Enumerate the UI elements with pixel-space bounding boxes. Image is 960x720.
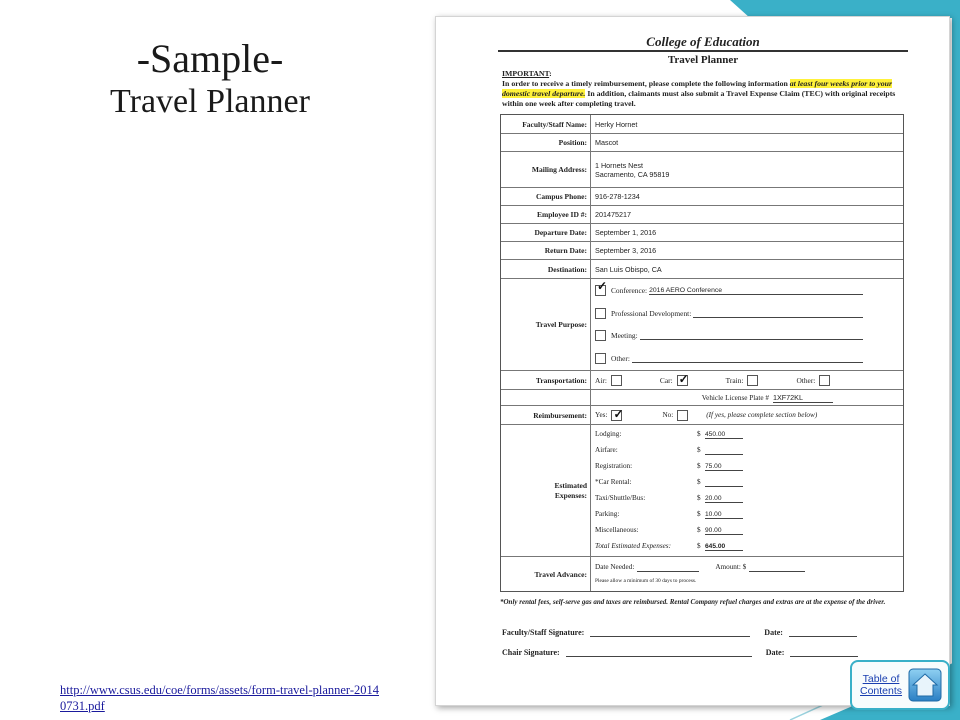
purpose-label: Meeting: [611,331,638,341]
expense-total-label: Total Estimated Expenses: [595,542,671,550]
field-value: September 3, 2016 [595,246,657,255]
chair-signature-line [502,647,906,657]
slide-title-line2: Travel Planner [110,83,310,120]
table-of-contents-button[interactable] [850,660,950,710]
transportation-choices [595,371,903,386]
expense-label: *Car Rental: [595,478,632,486]
expense-amount: 20.00 [705,494,743,503]
field-value: 916-278-1234 [595,192,640,201]
form-row-travel-purpose [501,279,903,371]
date-blank [789,627,857,637]
field-value: 201475217 [595,210,631,219]
expense-label: Registration: [595,462,633,470]
form-row [501,188,903,206]
slide-title [70,38,350,120]
field-label: Travel Advance: [501,557,591,591]
chair-signature-label: Chair Signature: [502,648,560,657]
field-label: Return Date: [501,242,591,259]
form-row [501,115,903,134]
purpose-professional-development [595,302,863,324]
field-label: Mailing Address: [501,152,591,187]
field-label: Destination: [501,260,591,278]
expense-row [595,443,743,459]
field-value: Herky Hornet [595,119,638,129]
currency-symbol: $ [697,430,701,438]
license-plate-value: 1XF72KL [773,393,833,403]
important-notice: IMPORTANT: In order to receive a timely reimbursement, please complete the following information at least four weeks prior to your domestic travel departure. In addition, claimants must also submit a Travel Expense Claim (TEC) with original receipts within one week after completing travel. [502,69,896,108]
currency-symbol: $ [697,510,701,518]
field-label: Transportation: [501,371,591,389]
expense-amount [705,446,743,455]
license-plate-label: Vehicle License Plate # [701,393,769,402]
chair-signature-blank [566,647,752,657]
field-label: Departure Date: [501,224,591,241]
field-label: Campus Phone: [501,188,591,205]
header-divider [498,50,908,52]
currency-symbol: $ [697,526,701,534]
checkbox-transport-other [819,375,830,386]
currency-symbol: $ [697,494,701,502]
expense-row [595,475,743,491]
field-label-empty [501,390,591,405]
license-plate [591,390,903,405]
faculty-signature-blank [590,627,750,637]
purpose-label: Other: [611,353,630,363]
form-row-expenses [501,425,903,557]
currency-symbol: $ [697,478,701,486]
expense-row [595,427,743,443]
expenses-label-line1: Estimated [554,480,587,490]
checkbox-professional-development [595,308,606,319]
form-table [500,114,904,592]
purpose-label: Conference: [611,286,648,296]
checkmark-icon: ✓ [597,279,608,294]
expense-label: Parking: [595,510,620,518]
advance-amount-line [749,563,805,572]
important-text-2: In addition, claimants must also submit a Travel Expense Claim (TEC) with original receipts within one week after completing travel. [502,89,896,108]
field-label [501,425,591,556]
advance-note: Please allow a minimum of 30 days to process. [595,577,697,584]
college-name: College of Education [646,34,760,49]
toc-label-line2: Contents [860,685,903,697]
purpose-conference [595,280,863,302]
expense-label: Miscellaneous: [595,526,639,534]
date-label: Date: [765,648,785,657]
expense-row [595,507,743,523]
toc-label [860,673,902,697]
field-label: Position: [501,134,591,151]
form-row-travel-advance [501,557,903,591]
transportation-options [591,371,903,389]
expense-amount: 450.00 [705,430,743,439]
form-row-reimbursement [501,406,903,425]
expense-label: Lodging: [595,430,622,438]
checkbox-car [677,371,689,386]
purpose-value [632,354,863,363]
form-row [501,206,903,224]
checkbox-train [747,375,758,386]
checkbox-air [611,375,622,386]
expense-amount: 90.00 [705,526,743,535]
date-needed-line [637,563,699,572]
travel-advance-line [595,563,903,572]
transport-other-label: Other: [796,375,816,385]
field-label: Travel Purpose: [501,279,591,370]
field-value: San Luis Obispo, CA [595,264,662,274]
date-blank [790,647,858,657]
purpose-value [693,309,863,318]
transport-other [796,375,830,386]
checkmark-icon: ✓ [678,371,689,386]
transport-train [726,375,759,386]
transport-car-label: Car: [659,375,673,385]
travel-planner-form-image [435,16,950,706]
field-value: September 1, 2016 [595,228,657,237]
transport-air [595,375,622,386]
expense-label: Airfare: [595,446,618,454]
field-label: Reimbursement: [501,406,591,424]
slide-title-line1: -Sample- [136,36,284,81]
expense-label: Taxi/Shuttle/Bus: [595,494,646,502]
reimbursement-options [591,406,903,424]
checkbox-reimburse-no [677,410,688,421]
expense-amount: 10.00 [705,510,743,519]
form-row-transportation [501,371,903,390]
transport-air-label: Air: [595,375,607,385]
expense-row [595,491,743,507]
reimburse-no-label: No: [662,411,674,419]
currency-symbol: $ [697,462,701,470]
expense-amount [705,478,743,487]
address-line-1: 1 Hornets Nest [595,160,643,170]
checkbox-conference [595,279,608,296]
important-highlight: at least four weeks prior to your domestic travel departure. [502,79,893,98]
field-value [591,152,903,187]
form-row [501,224,903,242]
reimburse-yes-label: Yes: [595,411,608,419]
purpose-meeting [595,325,863,347]
expense-row [595,523,743,539]
important-text-1: In order to receive a timely reimbursement, please complete the following information [502,79,788,88]
form-row-license-plate [501,390,903,406]
checkbox-other [595,353,606,364]
toc-label-line1: Table of [862,672,900,685]
currency-symbol: $ [697,446,701,454]
home-icon [908,668,942,702]
transport-car [659,371,689,386]
travel-advance-fields [591,557,903,591]
form-row [501,242,903,260]
purpose-label: Professional Development: [611,308,692,318]
checkbox-reimburse-yes [611,406,624,421]
form-row [501,152,903,188]
currency-symbol: $ [697,542,701,550]
expense-row [595,459,743,475]
advance-amount-label: Amount: $ [715,562,747,571]
important-label: IMPORTANT [502,69,550,78]
field-label: Employee ID #: [501,206,591,223]
transport-train-label: Train: [725,375,744,385]
travel-purpose-options [591,279,903,370]
faculty-signature-label: Faculty/Staff Signature: [502,628,585,637]
expense-total-amount: 645.00 [705,542,743,551]
purpose-value [640,331,863,340]
expense-amount: 75.00 [705,462,743,471]
date-label: Date: [764,628,783,637]
source-pdf-link[interactable]: http://www.csus.edu/coe/forms/assets/form-travel-planner-20140731.pdf [60,683,379,714]
purpose-other [595,347,863,369]
purpose-value: 2016 AERO Conference [649,286,863,295]
form-row [501,134,903,152]
faculty-signature-line [502,627,906,637]
reimburse-note: (If yes, please complete section below) [706,411,818,419]
checkmark-icon: ✓ [613,406,624,421]
form-title: Travel Planner [667,54,739,66]
rental-footnote: *Only rental fees, self-serve gas and taxes are reimbursed. Rental Company refuel charges and extras are at the expense of the driver. [500,598,886,606]
field-label: Faculty/Staff Name: [501,115,591,133]
expense-list [591,425,903,556]
form-row [501,260,903,279]
address-line-2: Sacramento, CA 95819 [595,169,670,179]
field-value: Mascot [595,138,619,147]
expense-total-row [595,539,743,555]
checkbox-meeting [595,330,606,341]
expenses-label-line2: Expenses: [554,490,587,500]
date-needed-label: Date Needed: [595,562,635,571]
